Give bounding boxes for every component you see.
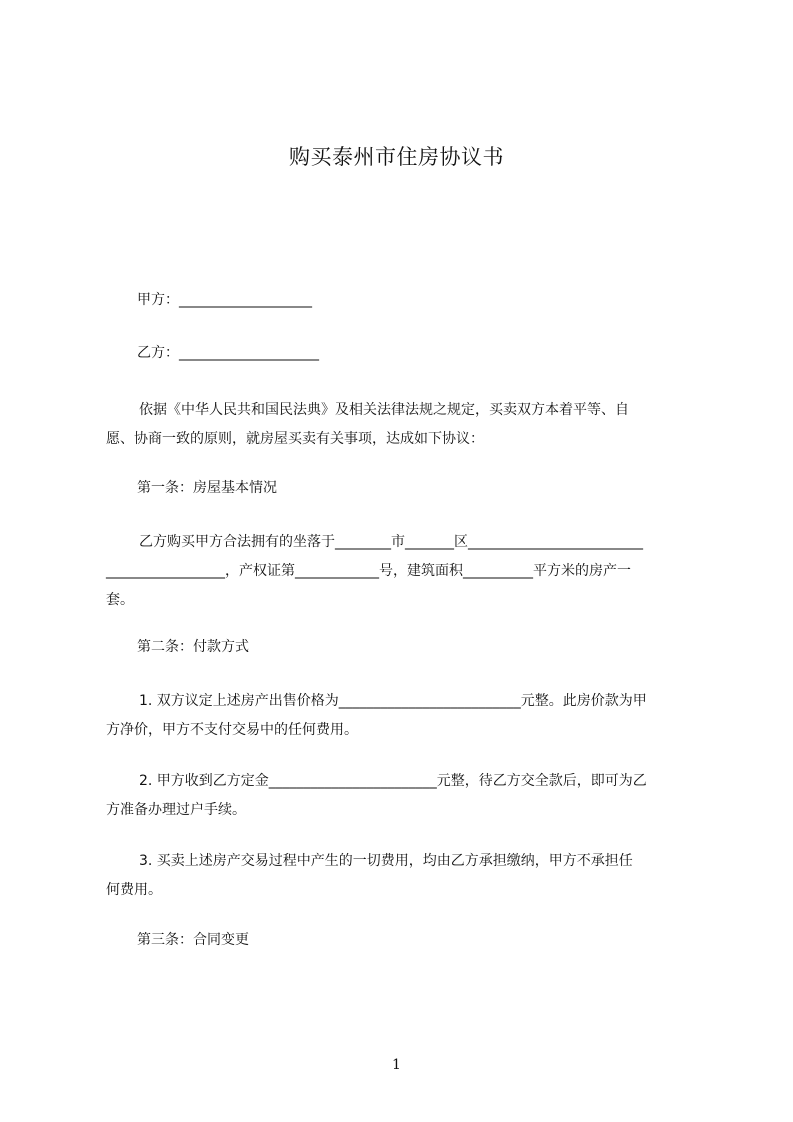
- article-2-item-1-line-2: 方净价，甲方不支付交易中的任何费用。: [106, 722, 358, 738]
- article-2-item-2: [106, 767, 712, 825]
- article-2-item-1-line-1: 1. 双方议定上述房产出售价格为__________________________元整。此房价款为甲: [139, 693, 647, 709]
- article-1-line-3: 套。: [106, 592, 134, 608]
- party-b-line: 乙方：____________________: [137, 345, 319, 361]
- article-2-heading: 第二条：付款方式: [137, 639, 249, 655]
- article-2-item-3-line-1: 3. 买卖上述房产交易过程中产生的一切费用，均由乙方承担缴纳，甲方不承担任: [139, 853, 633, 869]
- preamble-line-2: 愿、协商一致的原则，就房屋买卖有关事项，达成如下协议：: [106, 431, 484, 447]
- article-2-item-3: [106, 847, 712, 905]
- document-title: 购买泰州市住房协议书: [289, 145, 504, 169]
- article-2-item-3-line-2: 何费用。: [106, 882, 162, 898]
- article-1-line-2: _________________，产权证第____________号，建筑面积__________平方米的房产一: [106, 563, 631, 579]
- article-1-line-1: 乙方购买甲方合法拥有的坐落于________市_______区_________________________: [139, 534, 643, 550]
- article-1-heading: 第一条：房屋基本情况: [137, 480, 277, 496]
- article-2-item-2-line-1: 2. 甲方收到乙方定金________________________元整，待乙方交全款后，即可为乙: [139, 773, 647, 789]
- article-2-item-1: [106, 687, 712, 745]
- preamble-paragraph: [106, 396, 712, 454]
- page-number: 1: [392, 1057, 401, 1073]
- preamble-line-1: 依据《中华人民共和国民法典》及相关法律法规之规定，买卖双方本着平等、自: [139, 402, 629, 418]
- article-1-paragraph: [106, 528, 712, 615]
- article-2-item-2-line-2: 方准备办理过户手续。: [106, 802, 246, 818]
- article-3-heading: 第三条：合同变更: [137, 932, 249, 948]
- party-a-line: 甲方：___________________: [137, 292, 312, 308]
